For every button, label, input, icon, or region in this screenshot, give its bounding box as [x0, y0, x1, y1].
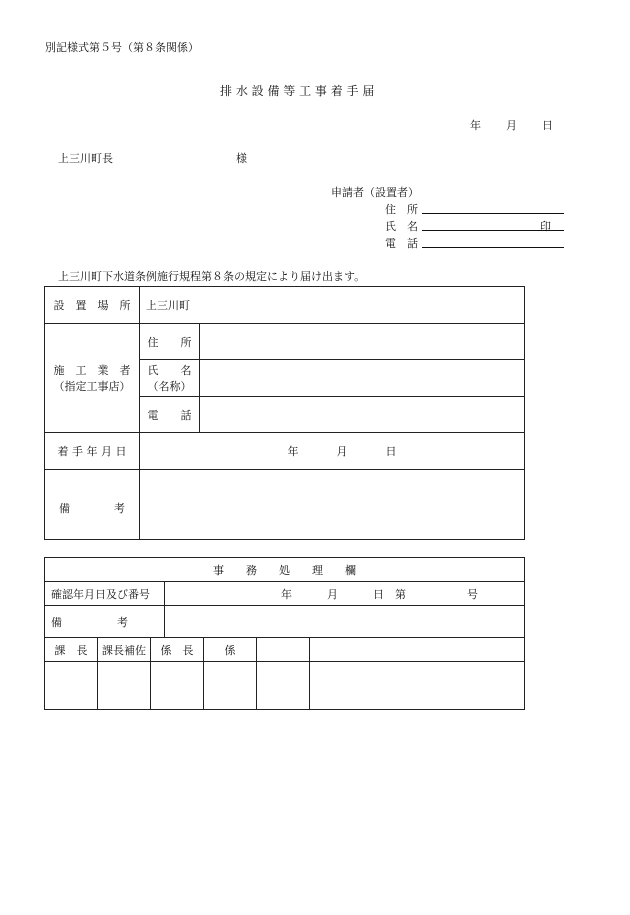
approver-staff: 係 [224, 643, 236, 657]
confirm-label: 確認年月日及び番号 [51, 587, 150, 601]
office-table [44, 557, 525, 710]
contractor-name-label-cell [140, 360, 200, 397]
statement: 上三川町下水道条例施行規程第８条の規定により届け出ます。 [58, 270, 366, 283]
office-heading-cell [45, 558, 525, 582]
honorific: 様 [236, 152, 247, 165]
applicant-phone-label: 電 話 [385, 237, 418, 250]
applicant-name-label: 氏 名 [385, 220, 418, 233]
stamp-box-section-chief[interactable] [45, 662, 98, 710]
contractor-name-input[interactable] [200, 360, 525, 397]
applicant-address-field[interactable] [422, 213, 564, 214]
location-label-cell [45, 287, 140, 324]
start-day-label: 日 [385, 445, 397, 458]
location-value-cell[interactable] [140, 287, 525, 324]
applicant-heading: 申請者（設置者） [331, 186, 419, 199]
confirm-label-cell [45, 582, 165, 606]
stamp-box-blank-1[interactable] [257, 662, 310, 710]
form-title: 排 水 設 備 等 工 事 着 手 届 [220, 84, 375, 98]
confirm-month-label: 月 [327, 587, 338, 601]
start-date-label-cell [45, 433, 140, 470]
start-month-label: 月 [336, 445, 348, 458]
date-day-label: 日 [542, 119, 553, 132]
start-year-label: 年 [287, 445, 299, 458]
form-number: 別記様式第５号（第８条関係） [45, 41, 199, 54]
stamp-box-deputy-chief[interactable] [98, 662, 151, 710]
contractor-address-label: 住 所 [147, 335, 192, 349]
office-remarks-label: 備 考 [51, 615, 128, 629]
location-value: 上三川町 [146, 299, 190, 312]
contractor-phone-label: 電 話 [147, 408, 192, 422]
location-label: 設 置 場 所 [53, 299, 131, 312]
confirm-input[interactable] [165, 582, 525, 606]
approver-header-cell [151, 638, 204, 662]
contractor-sublabel: （指定工事店） [53, 380, 131, 393]
office-remarks-label-cell [45, 606, 165, 638]
contractor-name-label: 氏 名 [147, 364, 192, 377]
confirm-no-label: 第 [395, 587, 406, 601]
contractor-label-cell [45, 324, 140, 433]
seal-mark: 印 [540, 220, 551, 233]
applicant-phone-field[interactable] [422, 247, 564, 248]
approver-header-cell [204, 638, 257, 662]
contractor-label: 施 工 業 者 [53, 364, 131, 377]
approver-unit-chief: 係 長 [160, 643, 194, 657]
start-date-label: 着 手 年 月 日 [57, 445, 127, 458]
contractor-address-label-cell [140, 324, 200, 360]
confirm-day-label: 日 [373, 587, 384, 601]
contractor-name-sublabel: （名称） [147, 380, 192, 393]
remarks-input[interactable] [140, 470, 525, 540]
main-form-table [44, 286, 525, 540]
remarks-label-cell [45, 470, 140, 540]
confirm-go-label: 号 [467, 587, 478, 601]
approver-section-chief: 課 長 [54, 643, 88, 657]
date-month-label: 月 [506, 119, 517, 132]
contractor-address-input[interactable] [200, 324, 525, 360]
stamp-box-unit-chief[interactable] [151, 662, 204, 710]
approver-header-cell [45, 638, 98, 662]
office-heading: 事 務 処 理 欄 [213, 563, 357, 577]
approver-header-cell [98, 638, 151, 662]
applicant-address-label: 住 所 [385, 203, 418, 216]
contractor-phone-input[interactable] [200, 397, 525, 433]
addressee: 上三川町長 [58, 152, 113, 165]
approver-header-cell [310, 638, 525, 662]
stamp-box-blank-2[interactable] [310, 662, 525, 710]
stamp-box-staff[interactable] [204, 662, 257, 710]
date-year-label: 年 [470, 119, 481, 132]
office-remarks-input[interactable] [165, 606, 525, 638]
confirm-year-label: 年 [281, 587, 292, 601]
start-date-input[interactable] [140, 433, 525, 470]
remarks-label: 備 考 [59, 502, 125, 515]
approver-header-cell [257, 638, 310, 662]
approver-deputy-chief: 課長補佐 [102, 643, 146, 657]
contractor-phone-label-cell [140, 397, 200, 433]
